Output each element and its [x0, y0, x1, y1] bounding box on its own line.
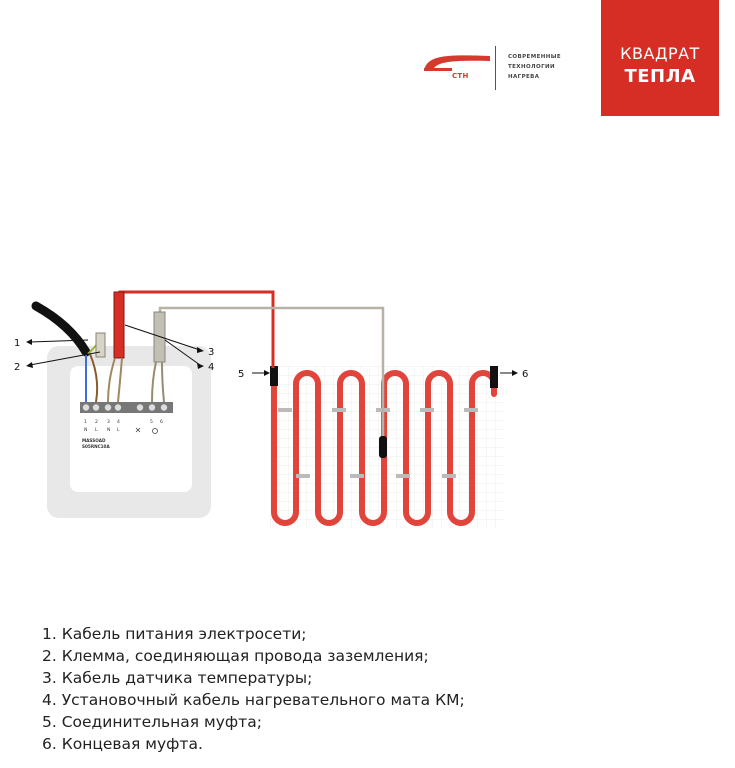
terminal-letter: L	[117, 428, 120, 433]
terminal-letter: N	[84, 428, 88, 433]
brand-name-line1: КВАДРАТ	[620, 44, 700, 63]
power-cable	[36, 306, 86, 352]
thermostat-model-line: MASSOAD	[82, 438, 106, 443]
legend-item: 1. Кабель питания электросети;	[42, 625, 307, 643]
terminal-number: 6	[160, 420, 163, 425]
legend-item: 4. Установочный кабель нагревательного мата КМ;	[42, 691, 465, 709]
callout-number: 6	[522, 369, 529, 380]
legend-item: 5. Соединительная муфта;	[42, 713, 262, 731]
cth-logo-swoosh	[424, 55, 490, 70]
terminal-letter: N	[107, 428, 111, 433]
thermostat-model-line: S05RNC10A	[82, 444, 110, 449]
callout-number: 3	[208, 347, 215, 358]
wiring-diagram	[0, 270, 735, 540]
callout-number: 1	[14, 338, 21, 349]
callout-number: 5	[238, 369, 245, 380]
legend-item: 6. Концевая муфта.	[42, 735, 203, 753]
terminal-number: 5	[150, 420, 153, 425]
ground-terminal	[96, 333, 105, 357]
tagline-line: ТЕХНОЛОГИИ	[508, 64, 555, 70]
logo-divider	[495, 46, 496, 90]
company-tagline	[508, 52, 561, 82]
thermostat-body	[70, 366, 192, 492]
temperature-sensor	[379, 436, 387, 458]
connection-sleeve	[270, 366, 278, 386]
terminal-number: 4	[117, 420, 120, 425]
tagline-line: СОВРЕМЕННЫЕ	[508, 54, 561, 60]
brand-name-line2: ТЕПЛА	[624, 66, 696, 87]
legend-item: 3. Кабель датчика температуры;	[42, 669, 313, 687]
legend-item: 2. Клемма, соединяющая провода заземления;	[42, 647, 429, 665]
terminal-letter: L	[95, 428, 98, 433]
terminal-number: 2	[95, 420, 98, 425]
callout-number: 4	[208, 362, 215, 373]
terminal-number: 3	[107, 420, 110, 425]
terminal-block	[80, 402, 173, 413]
brand-logo	[601, 0, 719, 116]
cth-logo-text: CTH	[452, 72, 469, 80]
callout-number: 2	[14, 362, 21, 373]
cth-logo-bar	[424, 68, 452, 71]
tagline-line: НАГРЕВА	[508, 74, 540, 80]
mounting-cable-sleeve	[114, 292, 124, 358]
legend-list	[42, 623, 465, 755]
terminal-number: 1	[84, 420, 87, 425]
end-sleeve	[490, 366, 498, 388]
